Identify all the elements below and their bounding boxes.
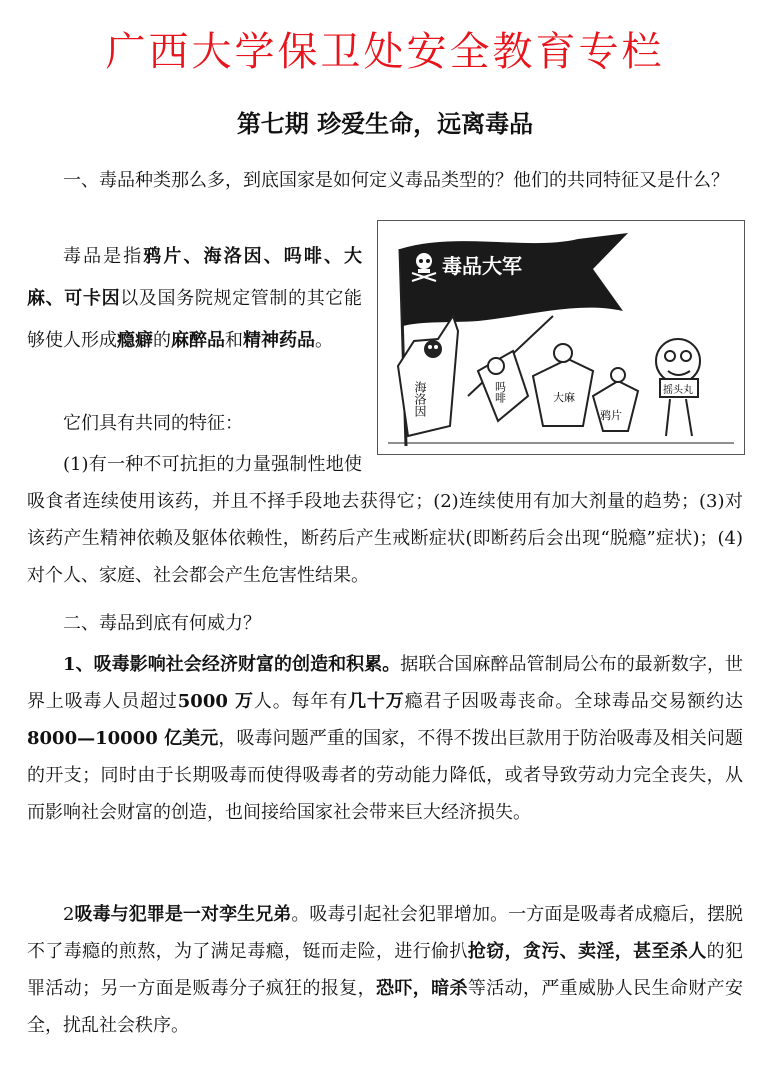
section1-heading: 一、毒品种类那么多，到底国家是如何定义毒品类型的？他们的共同特征又是什么？ bbox=[63, 170, 729, 191]
page-title: 广西大学保卫处安全教育专栏 bbox=[105, 29, 665, 75]
features-list: (1)有一种不可抗拒的力量强制性地使吸食者连续使用该药，并且不择手段地去获得它；(2)连续使用有加大剂量的趋势；(3)对该药产生精神依赖及躯体依赖性，断药后产生戒断症状(即断药后会出现“脱瘾”症状)；(4)对个人、家庭、社会都会产生危害性结果。 bbox=[27, 454, 743, 586]
drug-list: 鸦片、海洛因、吗啡、大麻、可卡因 bbox=[27, 246, 363, 309]
section2-heading: 二、毒品到底有何威力？ bbox=[63, 613, 261, 634]
impact-economy-paragraph: 1、吸毒影响社会经济财富的创造和积累。据联合国麻醉品管制局公布的最新数字，世界上吸毒人员超过5000 万人。每年有几十万瘾君子因吸毒丧命。全球毒品交易额约达8000—10000 亿美元，吸毒问题严重的国家，不得不拨出巨款用于防治吸毒及相关问题的开支；同时由于长期吸毒而使得吸毒者的劳动能力降低，或者导致劳动力完全丧失，从而影响社会财富的创造，也间接给国家社会带来巨大经济损失。 bbox=[27, 654, 744, 823]
anti-drug-cartoon bbox=[377, 220, 745, 455]
features-heading: 它们具有共同的特征： bbox=[63, 413, 243, 434]
label-ecstasy: 摇头丸 bbox=[663, 385, 693, 396]
label-opium: 鸦片 bbox=[600, 409, 622, 422]
flag-text: 毒品大军 bbox=[442, 254, 522, 278]
issue-subtitle: 第七期 珍爱生命，远离毒品 bbox=[236, 109, 534, 138]
impact-crime-paragraph: 2吸毒与犯罪是一对孪生兄弟。吸毒引起社会犯罪增加。一方面是吸毒者成瘾后，摆脱不了毒瘾的煎熬，为了满足毒瘾，铤而走险，进行偷扒抢窃，贪污、卖淫，甚至杀人的犯罪活动；另一方面是贩毒分子疯狂的报复，恐吓，暗杀等活动，严重威胁人民生命财产安全，扰乱社会秩序。 bbox=[27, 904, 744, 1036]
impact-economy-lead: 1、吸毒影响社会经济财富的创造和积累。 bbox=[63, 654, 401, 675]
drug-definition: 毒品是指鸦片、海洛因、吗啡、大麻、可卡因以及国务院规定管制的其它能够使人形成瘾癖的麻醉品和精神药品。 bbox=[27, 246, 363, 351]
label-cannabis: 大麻 bbox=[553, 391, 575, 404]
impact-crime-lead: 吸毒与犯罪是一对孪生兄弟 bbox=[74, 904, 292, 925]
label-morphine: 吗啡 bbox=[493, 381, 507, 403]
label-heroin: 海洛因 bbox=[413, 381, 427, 417]
